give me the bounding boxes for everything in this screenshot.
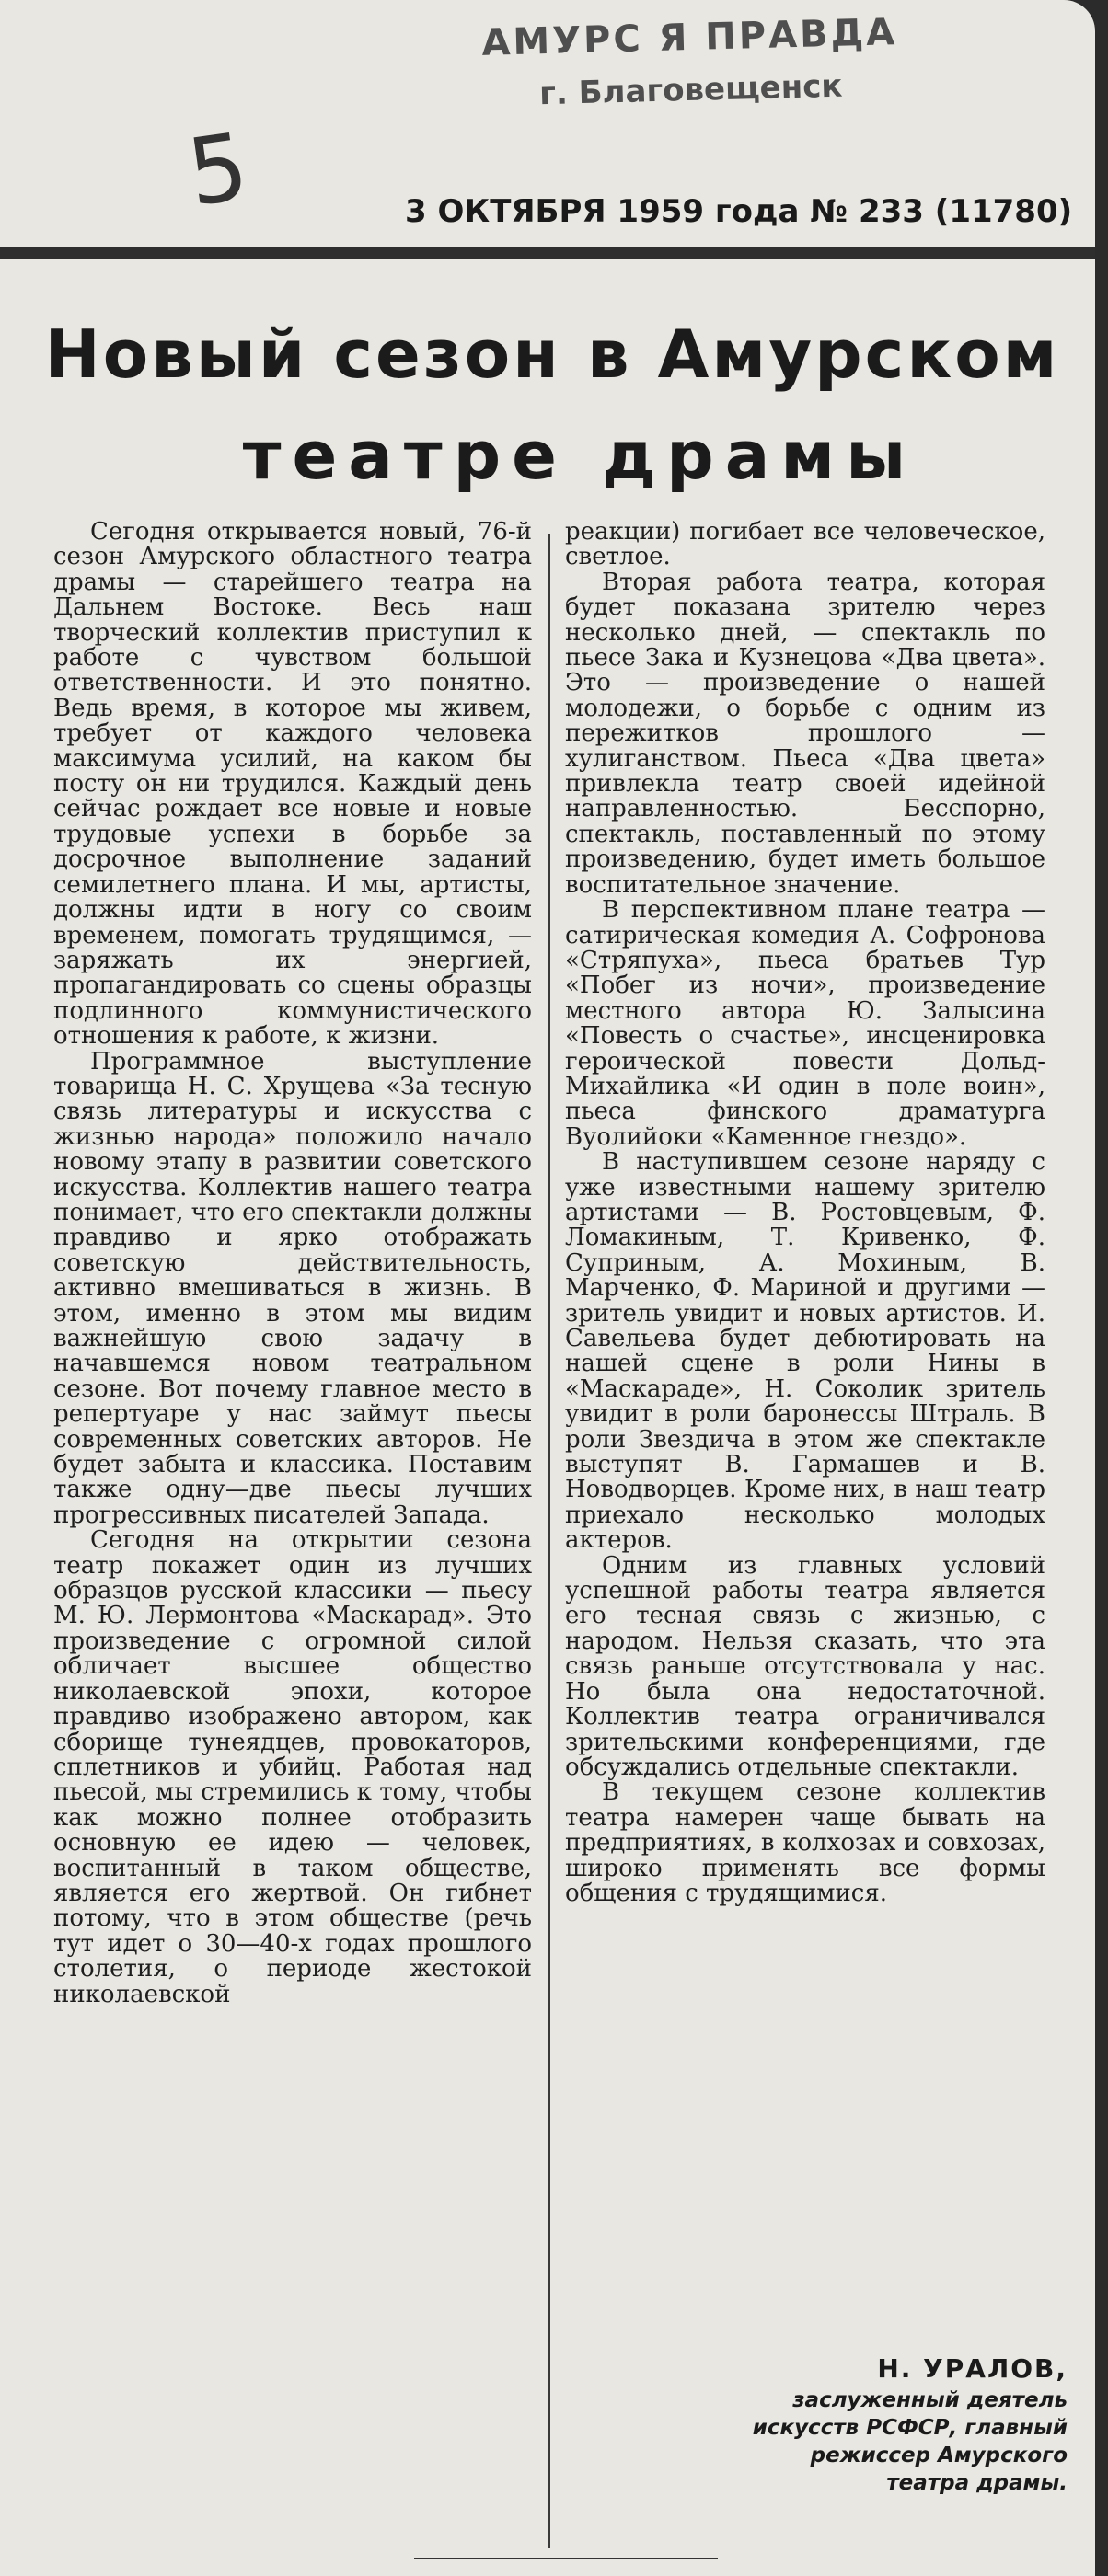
author-title-line: режиссер Амурского (810, 2444, 1068, 2467)
issue-dateline: 3 ОКТЯБРЯ 1959 года № 233 (11780) (405, 193, 1073, 230)
bottom-rule (414, 2558, 718, 2559)
paragraph: реакции) погибает все человеческое, светлое. (565, 518, 1045, 571)
headline-line-2: театре драмы (242, 417, 918, 494)
column-divider (548, 534, 550, 2548)
headline-line-1: Новый сезон в Амурском (44, 316, 1060, 393)
handwritten-number: 5 (181, 112, 255, 227)
paragraph: Одним из главных условий успешной работы театра является его тесная связь с жизнью, с народом. Нельзя сказать, что эта связь раньше отсутствовала у нас. Но была она недостаточной. Коллектив театра ограничивался зрительскими конференциями, где обсуждались отдельные спектакли. (565, 1551, 1045, 1781)
stamp-newspaper-name: АМУРС Я ПРАВДА (480, 11, 898, 64)
author-title-line: заслуженный деятель (792, 2388, 1068, 2412)
stamp-city: г. Благовещенск (538, 67, 843, 113)
author-title-line: искусств РСФСР, главный (752, 2416, 1068, 2440)
author-name: Н. УРАЛОВ, (877, 2353, 1068, 2384)
paragraph: Вторая работа театра, которая будет показана зрителю через несколько дней, — спектакль по пьесе Зака и Кузнецова «Два цвета». Это — произведение о нашей молодежи, о борьбе с одним из пережитков прошлого — хулиганством. Пьеса «Два цвета» привлекла театр своей идейной направленностью. Бесспорно, спектакль, поставленный по этому произведению, будет иметь большое воспитательное значение. (565, 568, 1045, 899)
paragraph: Сегодня на открытии сезона театр покажет один из лучших образцов русской классики — пьесу М. Ю. Лермонтова «Маскарад». Это произведение с огромной силой обличает высшее общество николаевской эпохи, которое правдиво изображено автором, как сборище тунеядцев, провокаторов, сплетников и убийц. Работая над пьесой, мы стремились к тому, чтобы как можно полнее отобразить основную ее идею — человек, воспитанный в таком обществе, является его жертвой. Он гибнет потому, что в этом обществе (речь тут идет о 30—40-х годах прошлого столетия, о периоде жестокой николаевской (53, 1526, 532, 2008)
paragraph: В наступившем сезоне наряду с уже известными нашему зрителю артистами — В. Ростовцевым, Ф. Ломакиным, Т. Кривенко, Ф. Суприным, А. Мохиным, В. Марченко, Ф. Мариной и другими — зритель увидит и новых артистов. И. Савельева будет дебютировать на нашей сцене в роли Нины в «Маскараде», Н. Соколик зритель увидит в роли баронессы Штраль. В роли Звездича в этом же спектакле выступят В. Гармашев и В. Новодворцев. Кроме них, в наш театр приехало несколько молодых актеров. (565, 1148, 1045, 1555)
author-signature (699, 2355, 1068, 2497)
header-rule (0, 247, 1095, 259)
paragraph: Сегодня открывается новый, 76-й сезон Амурского областного театра драмы — старейшего театра на Дальнем Востоке. Весь наш творческий коллектив приступил к работе с чувством большой ответственности. И это понятно. Ведь время, в которое мы живем, требует от каждого человека максимума усилий, на каком бы посту он ни трудился. Каждый день сейчас рождает все новые и новые трудовые успехи в борьбе за досрочное выполнение заданий семилетнего плана. И мы, артисты, должны идти в ногу со своим временем, помогать трудящимся, — заряжать их энергией, пропагандировать со сцены образцы подлинного коммунистического отношения к работе, к жизни. (53, 518, 532, 1051)
newspaper-stamp (478, 11, 903, 114)
article-headline (37, 304, 1068, 506)
paragraph: В текущем сезоне коллектив театра намерен чаще бывать на предприятиях, в колхозах и совхозах, широко применять все формы общения с трудящимися. (565, 1778, 1045, 1907)
left-column (53, 520, 532, 2007)
author-title-line: театра драмы. (886, 2471, 1068, 2495)
right-column (565, 520, 1045, 1906)
paragraph: В перспективном плане театра — сатирическая комедия А. Софронова «Стряпуха», пьеса братьев Тур «Побег из ночи», произведение местного автора Ю. Залысина «Повесть о счастье», инсценировка героической повести Дольд-Михайлика «И один в поле воин», пьеса финского драматурга Вуолийоки «Каменное гнездо». (565, 896, 1045, 1151)
paragraph: Программное выступление товарища Н. С. Хрущева «За тесную связь литературы и искусства с жизнью народа» положило начало новому этапу в развитии советского искусства. Коллектив нашего театра понимает, что его спектакли должны правдиво и ярко отображать советскую действительность, активно вмешиваться в жизнь. В этом, именно в этом мы видим важнейшую свою задачу в начавшемся новом театральном сезоне. Вот почему главное место в репертуаре у нас займут пьесы современных советских авторов. Не будет забыта и классика. Поставим также одну—две пьесы лучших прогрессивных писателей Запада. (53, 1047, 532, 1529)
